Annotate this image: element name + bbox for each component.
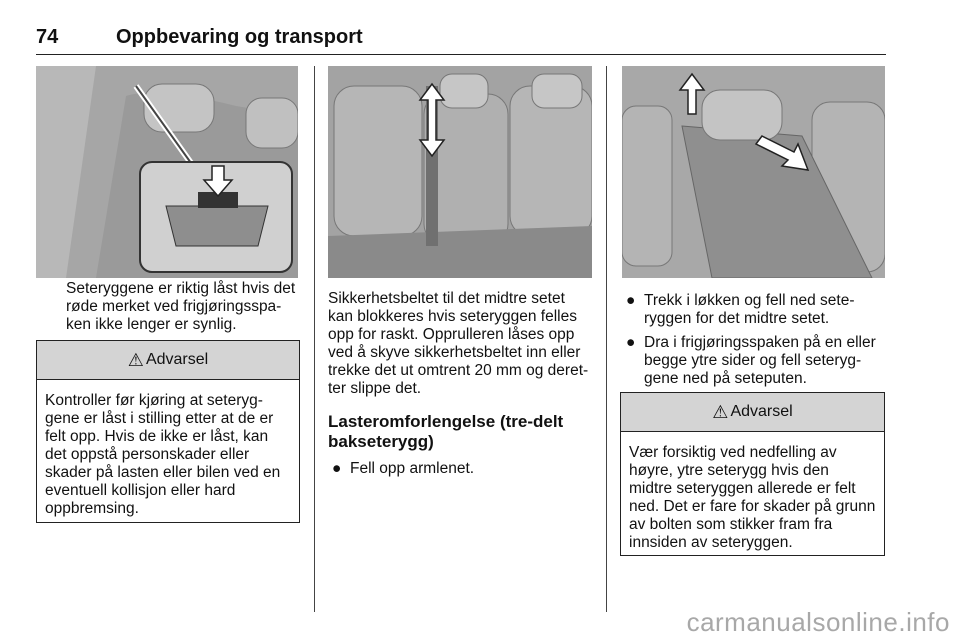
warning-triangle-icon: ⚠: [712, 401, 729, 422]
fold-backrest-figure: [622, 66, 885, 278]
warning-body: Kontroller før kjøring at seteryg-gene er låst i stilling etter at de er felt opp. Hvis de ikke er låst, kan det oppstå personskader eller skader på lasten eller bilen ved en eventuell kollisjon eller hard oppbremsing.: [45, 392, 281, 517]
page-header: [36, 18, 886, 55]
warning-title: Advarsel: [730, 403, 793, 420]
chapter-title: Oppbevaring og transport: [116, 26, 363, 48]
list-item-text: Dra i frigjøringsspaken på en eller begge ytre sider og fell seteryg-gene ned på seteputen.: [644, 334, 876, 387]
warning-body: Vær forsiktig ved nedfelling av høyre, ytre seterygg hvis den midtre seteryggen allerede er felt ned. Det er fare for skader på grunn av bolten som stikker fram fra innsiden av seteryggen.: [629, 444, 876, 551]
list-item: [328, 460, 592, 478]
warning-title: Advarsel: [145, 351, 209, 368]
column-divider-left: [314, 66, 315, 612]
seat-belt-figure: [328, 66, 592, 278]
bullet-icon: ●: [626, 292, 636, 309]
seat-belt-paragraph: Sikkerhetsbeltet til det midtre setet kan blokkeres hvis seteryggen felles opp for raskt. Opprulleren låses opp ved å skyve sikkerhetsbeltet inn eller trekke det ut omtrent 20 mm og deret-ter slippe det.: [328, 290, 589, 397]
column-divider-right: [606, 66, 607, 612]
warning-box-fold: [620, 392, 885, 556]
seatback-lock-figure: [36, 66, 298, 278]
warning-box-lock: [36, 340, 300, 523]
list-item: [622, 334, 887, 388]
bullet-icon: ●: [626, 334, 636, 351]
section-heading: Lasteromforlengelse (tre-delt bakseterygg): [328, 412, 564, 451]
page-number: 74: [36, 26, 59, 48]
watermark: carmanualsonline.info: [686, 607, 950, 637]
bullet-icon: ●: [332, 460, 342, 477]
figure-caption: Seteryggene er riktig låst hvis det røde merket ved frigjøringsspa-ken ikke lenger er synlig.: [66, 280, 296, 333]
list-item-text: Trekk i løkken og fell ned sete-ryggen for det midtre setet.: [644, 292, 855, 327]
list-item-text: Fell opp armlenet.: [350, 460, 475, 477]
list-item: [622, 292, 887, 328]
warning-header: [621, 393, 884, 432]
warning-header: [37, 341, 299, 380]
warning-triangle-icon: ⚠: [127, 349, 144, 370]
